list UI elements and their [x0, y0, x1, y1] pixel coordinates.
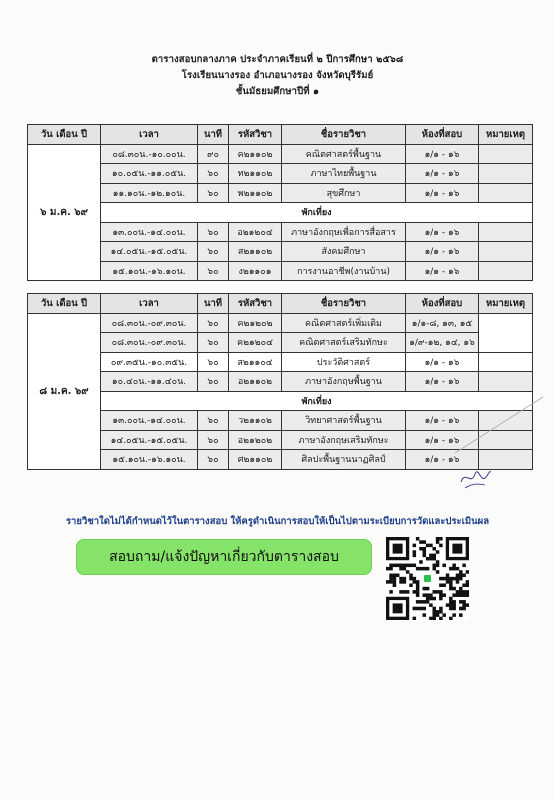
- cell-subject: ภาษาอังกฤษพื้นฐาน: [282, 372, 406, 392]
- header-title: ตารางสอบกลางภาค ประจำภาคเรียนที่ ๒ ปีการศึกษา ๒๕๖๘: [151, 54, 404, 65]
- col-room: ห้องที่สอบ: [406, 125, 479, 145]
- cell-subject: ศิลปะพื้นฐานนาฏศิลป์: [282, 450, 406, 470]
- lunch-break-row: [28, 203, 533, 223]
- cell-room: ๑/๑ - ๑๖: [406, 261, 479, 281]
- cell-minutes: ๖๐: [198, 411, 229, 431]
- cell-subject: ภาษาอังกฤษเสริมทักษะ: [282, 430, 406, 450]
- cell-note: [479, 242, 533, 262]
- cell-time: ๐๘.๓๐น.-๐๙.๓๐น.: [101, 333, 198, 353]
- cell-time: ๑๑.๑๐น.-๑๒.๑๐น.: [101, 183, 198, 203]
- table-row: [28, 164, 533, 184]
- cell-minutes: ๖๐: [198, 352, 229, 372]
- cell-minutes: ๖๐: [198, 372, 229, 392]
- col-time: เวลา: [101, 294, 198, 314]
- cell-time: ๑๓.๐๐น.-๑๔.๐๐น.: [101, 222, 198, 242]
- cell-note: [479, 222, 533, 242]
- schedule-table-day1: [27, 124, 533, 281]
- table-row: [28, 183, 533, 203]
- header-grade: ชั้นมัธยมศึกษาปีที่ ๑: [235, 86, 320, 97]
- col-date: วัน เดือน ปี: [28, 294, 101, 314]
- cell-time: ๐๘.๓๐น.-๐๙.๓๐น.: [101, 313, 198, 333]
- cell-minutes: ๖๐: [198, 430, 229, 450]
- lunch-break-label: พักเที่ยง: [101, 391, 533, 411]
- table-row: [28, 242, 533, 262]
- cell-note: [479, 313, 533, 333]
- cell-room: ๑/๑ - ๑๖: [406, 222, 479, 242]
- cell-room: ๑/๑ - ๑๖: [406, 372, 479, 392]
- cell-code: ค๒๑๑๐๒: [229, 144, 282, 164]
- table-row: [28, 352, 533, 372]
- cell-note: [479, 183, 533, 203]
- cell-code: ค๒๑๒๐๔: [229, 333, 282, 353]
- cell-code: ศ๒๑๑๐๒: [229, 450, 282, 470]
- cell-minutes: ๖๐: [198, 261, 229, 281]
- cell-code: อ๒๑๒๐๔: [229, 222, 282, 242]
- cell-note: [479, 261, 533, 281]
- cell-minutes: ๖๐: [198, 183, 229, 203]
- qr-code-icon[interactable]: [386, 537, 469, 620]
- cell-subject: วิทยาศาสตร์พื้นฐาน: [282, 411, 406, 431]
- cell-time: ๑๐.๔๐น.-๑๑.๔๐น.: [101, 372, 198, 392]
- cell-room: ๑/๑ - ๑๖: [406, 242, 479, 262]
- cell-room: ๑/๑-๘, ๑๓, ๑๕: [406, 313, 479, 333]
- cell-time: ๑๓.๐๐น.-๑๔.๐๐น.: [101, 411, 198, 431]
- cell-room: ๑/๑ - ๑๖: [406, 144, 479, 164]
- cell-note: [479, 164, 533, 184]
- cell-note: [479, 372, 533, 392]
- col-time: เวลา: [101, 125, 198, 145]
- cell-code: ว๒๑๑๐๒: [229, 411, 282, 431]
- cell-code: ส๒๑๑๐๒: [229, 242, 282, 262]
- cell-code: ส๒๑๑๐๔: [229, 352, 282, 372]
- table-row: [28, 333, 533, 353]
- cell-code: อ๒๑๑๐๒: [229, 372, 282, 392]
- cell-subject: คณิตศาสตร์เสริมทักษะ: [282, 333, 406, 353]
- cell-code: ง๒๑๑๐๑: [229, 261, 282, 281]
- col-minutes: นาที: [198, 294, 229, 314]
- cell-room: ๑/๑ - ๑๖: [406, 430, 479, 450]
- cell-note: [479, 333, 533, 353]
- col-date: วัน เดือน ปี: [28, 125, 101, 145]
- cell-subject: ภาษาไทยพื้นฐาน: [282, 164, 406, 184]
- cell-note: [479, 144, 533, 164]
- cell-room: ๑/๑ - ๑๖: [406, 450, 479, 470]
- table-row: [28, 261, 533, 281]
- document-header: [0, 52, 555, 100]
- table-row: [28, 144, 533, 164]
- header-school: โรงเรียนนางรอง อำเภอนางรอง จังหวัดบุรีรัมย์: [181, 70, 374, 81]
- contact-issue-button[interactable]: สอบถาม/แจ้งปัญหาเกี่ยวกับตารางสอบ: [76, 539, 372, 575]
- cell-subject: การงานอาชีพ(งานบ้าน): [282, 261, 406, 281]
- table-row: [28, 313, 533, 333]
- table-header-row: [28, 294, 533, 314]
- cell-room: ๑/๑ - ๑๖: [406, 352, 479, 372]
- exam-date: ๖ ม.ค. ๖๙: [28, 144, 101, 281]
- cell-subject: สังคมศึกษา: [282, 242, 406, 262]
- cell-time: ๑๕.๑๐น.-๑๖.๑๐น.: [101, 261, 198, 281]
- cell-code: ท๒๑๑๐๒: [229, 164, 282, 184]
- cell-minutes: ๖๐: [198, 164, 229, 184]
- pen-mark: [455, 395, 545, 455]
- cell-time: ๑๔.๐๕น.-๑๕.๐๕น.: [101, 242, 198, 262]
- cell-room: ๑/๙-๑๒, ๑๔, ๑๖: [406, 333, 479, 353]
- cell-minutes: ๖๐: [198, 242, 229, 262]
- table-row: [28, 372, 533, 392]
- col-code: รหัสวิชา: [229, 294, 282, 314]
- col-subject: ชื่อรายวิชา: [282, 125, 406, 145]
- cell-room: ๑/๑ - ๑๖: [406, 411, 479, 431]
- cell-time: ๑๔.๐๕น.-๑๕.๐๕น.: [101, 430, 198, 450]
- cell-minutes: ๖๐: [198, 313, 229, 333]
- cell-room: ๑/๑ - ๑๖: [406, 164, 479, 184]
- col-minutes: นาที: [198, 125, 229, 145]
- col-note: หมายเหตุ: [479, 294, 533, 314]
- cell-subject: สุขศึกษา: [282, 183, 406, 203]
- col-note: หมายเหตุ: [479, 125, 533, 145]
- cell-minutes: ๙๐: [198, 144, 229, 164]
- footnote: รายวิชาใดไม่ได้กำหนดไว้ในตารางสอบ ให้ครูดำเนินการสอบให้เป็นไปตามระเบียบการวัดและประเมินผล: [65, 516, 490, 527]
- table-row: [28, 222, 533, 242]
- cell-minutes: ๖๐: [198, 333, 229, 353]
- cell-note: [479, 352, 533, 372]
- cell-time: ๑๕.๑๐น.-๑๖.๑๐น.: [101, 450, 198, 470]
- cell-room: ๑/๑ - ๑๖: [406, 183, 479, 203]
- col-subject: ชื่อรายวิชา: [282, 294, 406, 314]
- cell-subject: คณิตศาสตร์พื้นฐาน: [282, 144, 406, 164]
- cell-code: พ๒๑๑๐๒: [229, 183, 282, 203]
- cell-code: ค๒๑๒๐๒: [229, 313, 282, 333]
- exam-date: ๘ ม.ค. ๖๙: [28, 313, 101, 469]
- cell-subject: คณิตศาสตร์เพิ่มเติม: [282, 313, 406, 333]
- table-header-row: [28, 125, 533, 145]
- cell-time: ๐๙.๓๕น.-๑๐.๓๕น.: [101, 352, 198, 372]
- col-room: ห้องที่สอบ: [406, 294, 479, 314]
- cell-time: ๑๐.๐๕น.-๑๑.๐๕น.: [101, 164, 198, 184]
- signature-mark: [455, 452, 495, 492]
- cell-minutes: ๖๐: [198, 450, 229, 470]
- cell-subject: ภาษาอังกฤษเพื่อการสื่อสาร: [282, 222, 406, 242]
- cell-code: อ๒๑๒๐๒: [229, 430, 282, 450]
- col-code: รหัสวิชา: [229, 125, 282, 145]
- cell-minutes: ๖๐: [198, 222, 229, 242]
- cell-time: ๐๘.๓๐น.-๑๐.๐๐น.: [101, 144, 198, 164]
- cell-subject: ประวัติศาสตร์: [282, 352, 406, 372]
- lunch-break-label: พักเที่ยง: [101, 203, 533, 223]
